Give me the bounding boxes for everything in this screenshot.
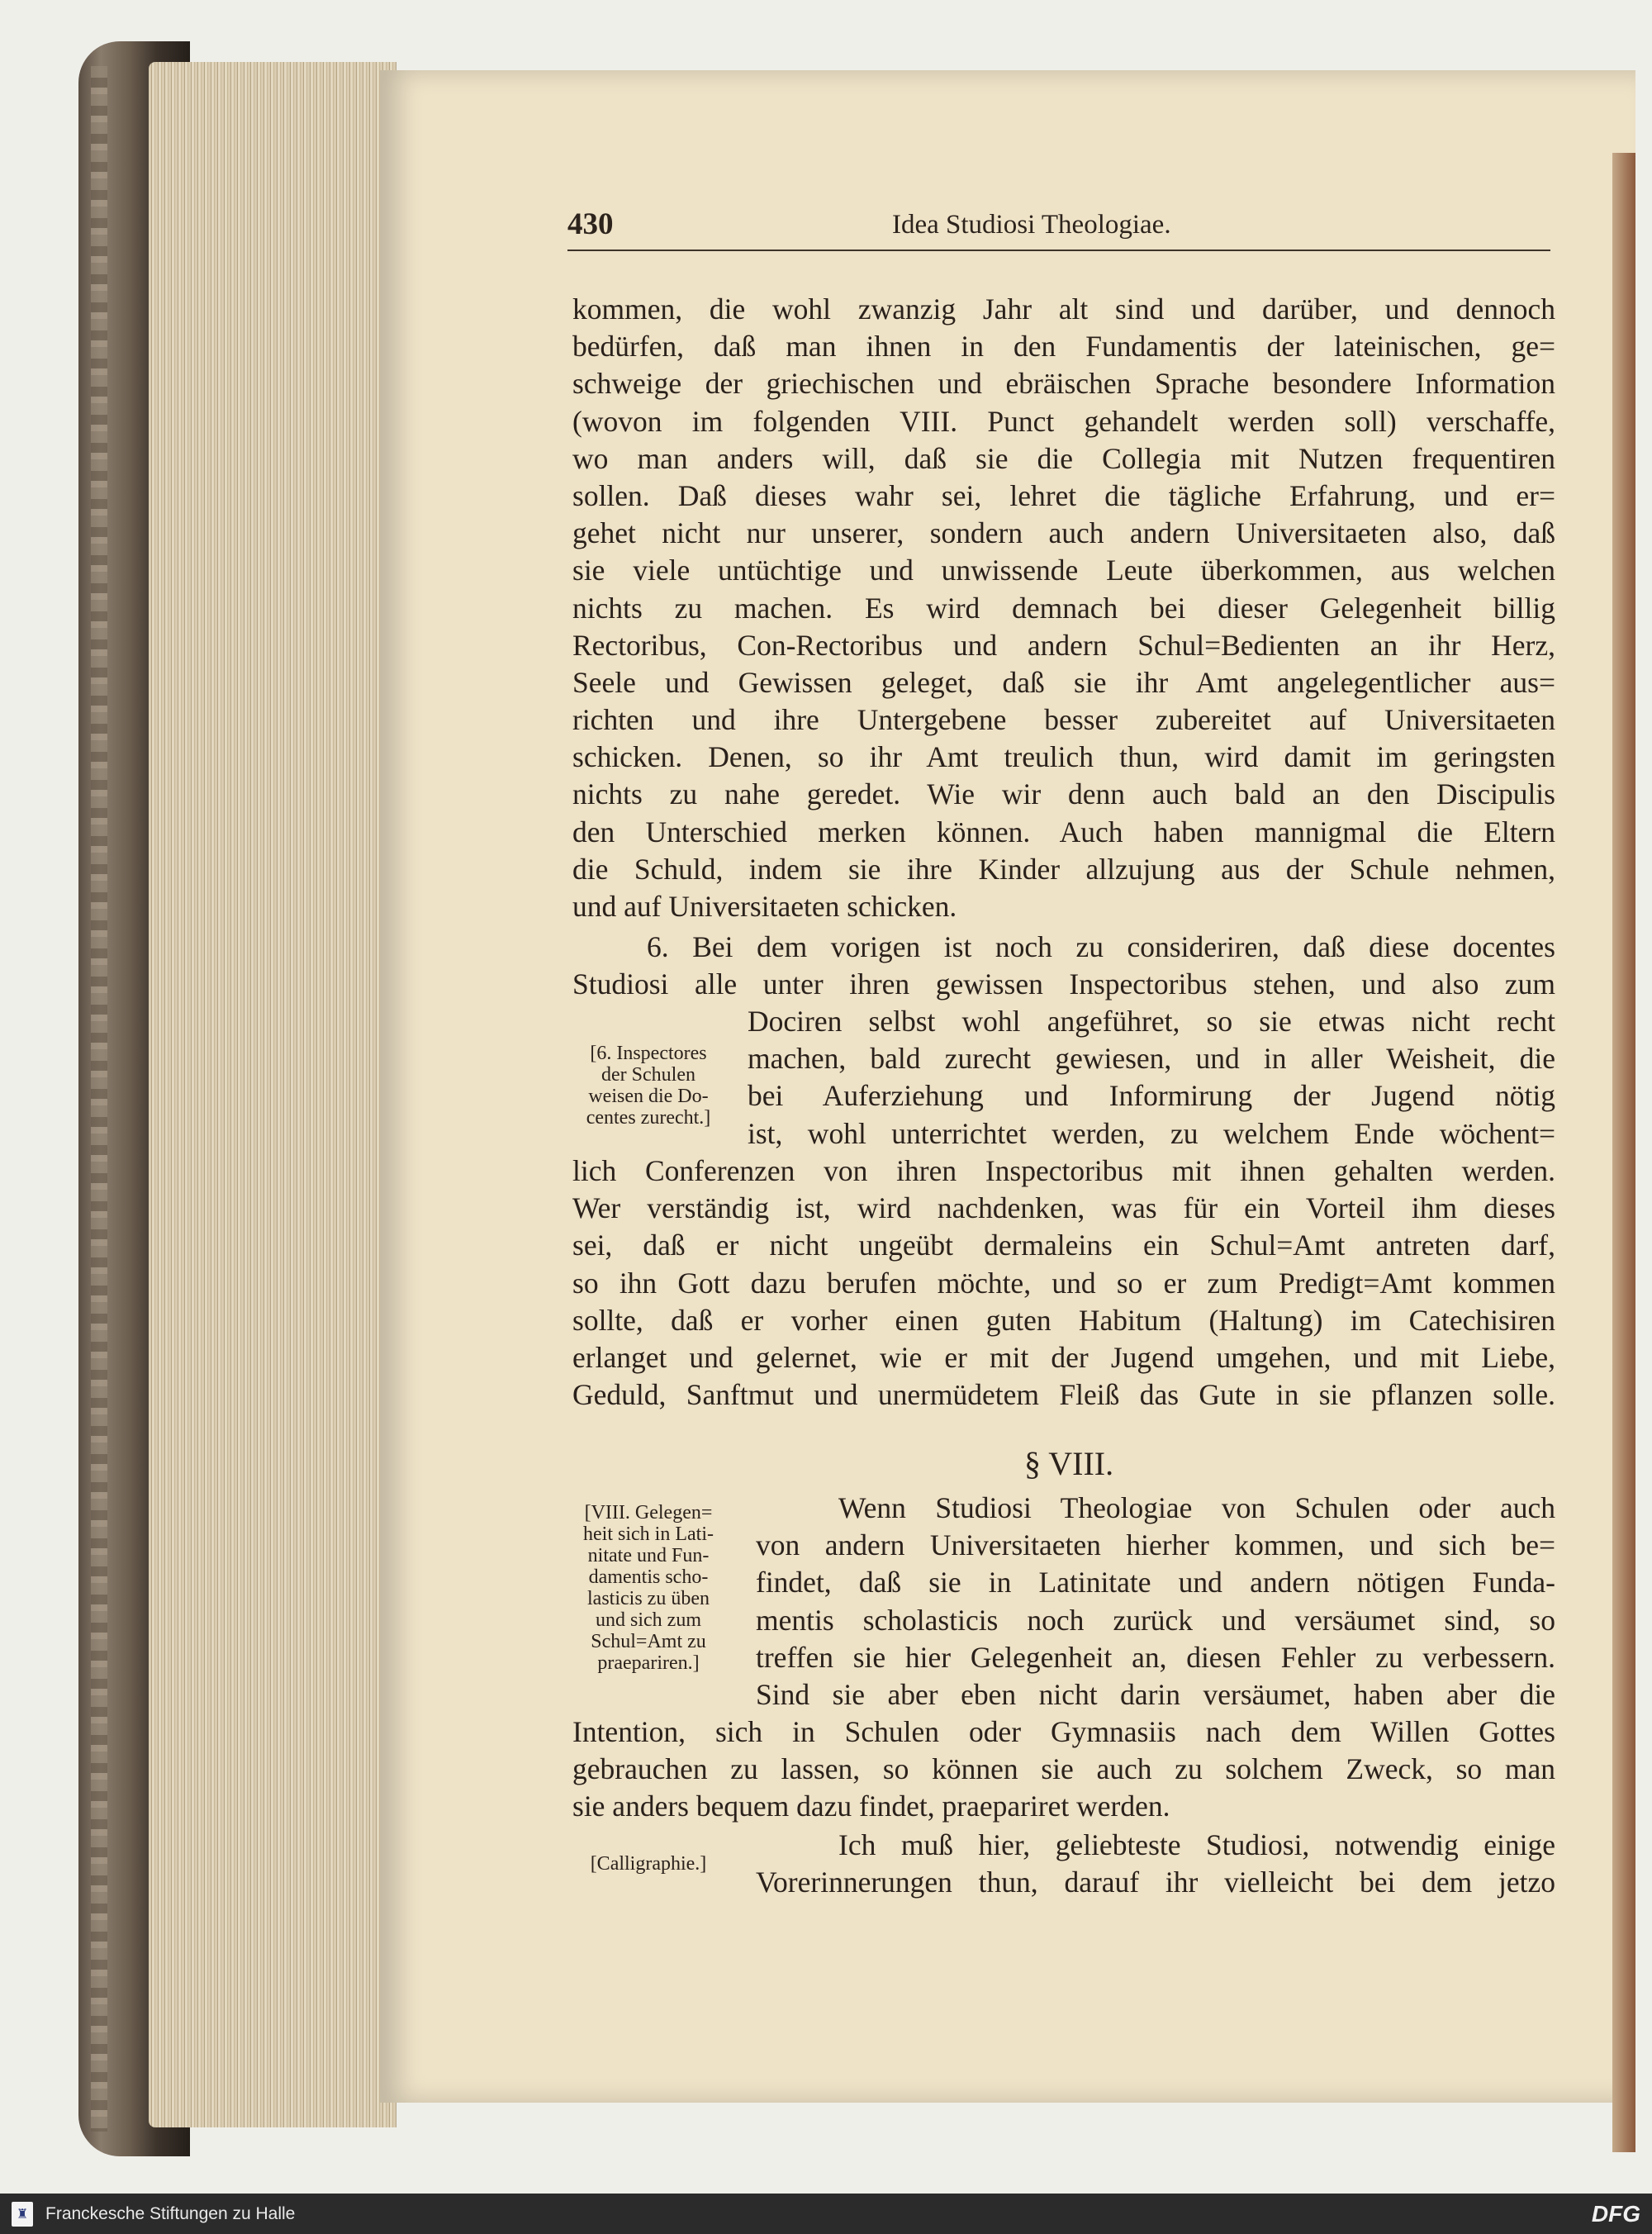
margin-note-calligraphie bbox=[570, 1853, 727, 1875]
header-rule bbox=[567, 250, 1550, 251]
text-line: sei, daß er nicht ungeübt dermaleins ein Schul=Amt antreten darf, bbox=[572, 1229, 1555, 1262]
paragraph-block-4 bbox=[756, 1827, 1555, 1901]
text-line: gehet nicht nur unserer, sondern auch andern Universitaeten also, daß bbox=[572, 516, 1555, 550]
text-line: schicken. Denen, so ihr Amt treulich thun, wird damit im geringsten bbox=[572, 740, 1555, 774]
margin-note-line: der Schulen bbox=[601, 1064, 695, 1086]
institution-logo-icon: ♜ bbox=[12, 2202, 33, 2227]
text-line: Vorerinnerungen thun, darauf ihr vielleicht bei dem jetzo bbox=[756, 1866, 1555, 1899]
text-line: Wer verständig ist, wird nachdenken, was für ein Vorteil ihm dieses bbox=[572, 1191, 1555, 1225]
text-line: 6. Bei dem vorigen ist noch zu consideriren, daß diese docentes bbox=[647, 930, 1555, 963]
running-title: Idea Studiosi Theologiae. bbox=[892, 210, 1171, 240]
margin-note-line: heit sich in Lati- bbox=[583, 1523, 714, 1545]
margin-note-line: centes zurecht.] bbox=[586, 1107, 711, 1129]
text-line: bei Auferziehung und Informirung der Jugend nötig bbox=[748, 1079, 1555, 1113]
text-line: kommen, die wohl zwanzig Jahr alt sind und darüber, und dennoch bbox=[572, 292, 1555, 326]
margin-note-line: und sich zum bbox=[596, 1609, 701, 1631]
text-line: findet, daß sie in Latinitate und andern nötigen Funda- bbox=[756, 1566, 1555, 1599]
paragraph-block-3-rest bbox=[572, 1714, 1555, 1826]
funder-logo: DFG bbox=[1591, 2201, 1640, 2227]
margin-note-line: [Calligraphie.] bbox=[590, 1853, 707, 1875]
text-line: Seele und Gewissen geleget, daß sie ihr Amt angelegentlicher aus= bbox=[572, 665, 1555, 699]
text-line: und auf Universitaeten schicken. bbox=[572, 890, 957, 923]
text-line: nichts zu machen. Es wird demnach bei dieser Gelegenheit billig bbox=[572, 591, 1555, 625]
margin-note-line: lasticis zu üben bbox=[587, 1588, 710, 1609]
text-line: sollte, daß er vorher einen guten Habitum (Haltung) im Catechisiren bbox=[572, 1303, 1555, 1337]
text-line: gebrauchen zu lassen, so können sie auch zu solchem Zweck, so man bbox=[572, 1752, 1555, 1786]
margin-note-gelegenheit bbox=[570, 1502, 727, 1674]
text-line: Sind sie aber eben nicht darin versäumet, haben aber die bbox=[756, 1677, 1555, 1711]
book-cover-marbling bbox=[91, 66, 107, 2132]
section-heading: § VIII. bbox=[1024, 1445, 1114, 1482]
paragraph-block-2 bbox=[572, 929, 1555, 1003]
text-line: Rectoribus, Con-Rectoribus und andern Schul=Bedienten an ihr Herz, bbox=[572, 628, 1555, 662]
paragraph-block-1 bbox=[572, 291, 1555, 925]
text-line: sie viele untüchtige und unwissende Leute überkommen, aus welchen bbox=[572, 554, 1555, 587]
margin-note-inspectores bbox=[570, 1043, 727, 1129]
viewer-footer bbox=[0, 2194, 1652, 2234]
paragraph-block-2-narrow bbox=[748, 1003, 1555, 1153]
margin-note-line: [6. Inspectores bbox=[590, 1043, 707, 1064]
margin-note-line: praepariren.] bbox=[597, 1652, 700, 1674]
text-line: schweige der griechischen und ebräischen Sprache besondere Information bbox=[572, 367, 1555, 401]
text-line: wo man anders will, daß sie die Collegia mit Nutzen frequentiren bbox=[572, 441, 1555, 475]
text-line: Intention, sich in Schulen oder Gymnasiis nach dem Willen Gottes bbox=[572, 1715, 1555, 1748]
text-line: ist, wohl unterrichtet werden, zu welchem Ende wöchent= bbox=[748, 1116, 1555, 1150]
text-line: Dociren selbst wohl angeführet, so sie etwas nicht recht bbox=[748, 1005, 1555, 1038]
text-line: bedürfen, daß man ihnen in den Fundamentis der lateinischen, ge= bbox=[572, 330, 1555, 364]
text-line: erlanget und gelernet, wie er mit der Jugend umgehen, und mit Liebe, bbox=[572, 1340, 1555, 1374]
margin-note-line: weisen die Do- bbox=[588, 1086, 709, 1107]
text-line: die Schuld, indem sie ihre Kinder allzujung aus der Schule nehmen, bbox=[572, 852, 1555, 886]
paragraph-block-2-rest bbox=[572, 1153, 1555, 1414]
text-line: mentis scholasticis noch zurück und versäumet sind, so bbox=[756, 1603, 1555, 1637]
text-line: sie anders bequem dazu findet, praepariret werden. bbox=[572, 1790, 1170, 1823]
text-line: lich Conferenzen von ihren Inspectoribus mit ihnen gehalten werden. bbox=[572, 1154, 1555, 1187]
text-line: Wenn Studiosi Theologiae von Schulen oder auch bbox=[838, 1491, 1555, 1524]
page-number: 430 bbox=[567, 207, 614, 241]
text-line: machen, bald zurecht gewiesen, und in aller Weisheit, die bbox=[748, 1042, 1555, 1076]
margin-note-line: nitate und Fun- bbox=[587, 1545, 710, 1566]
text-line: den Unterschied merken können. Auch haben mannigmal die Eltern bbox=[572, 815, 1555, 848]
text-line: so ihn Gott dazu berufen möchte, und so er zum Predigt=Amt kommen bbox=[572, 1266, 1555, 1300]
margin-note-line: Schul=Amt zu bbox=[591, 1631, 706, 1652]
paragraph-block-3-narrow bbox=[756, 1490, 1555, 1714]
text-line: sollen. Daß dieses wahr sei, lehret die tägliche Erfahrung, und er= bbox=[572, 478, 1555, 512]
margin-note-line: damentis scho- bbox=[588, 1566, 709, 1588]
text-line: richten und ihre Untergebene besser zubereitet auf Universitaeten bbox=[572, 703, 1555, 737]
text-line: von andern Universitaeten hierher kommen, und sich be= bbox=[756, 1528, 1555, 1562]
page-edges bbox=[149, 62, 396, 2127]
text-line: Studiosi alle unter ihren gewissen Inspectoribus stehen, und also zum bbox=[572, 967, 1555, 1001]
text-line: Ich muß hier, geliebteste Studiosi, notwendig einige bbox=[838, 1828, 1555, 1861]
facing-page-edge bbox=[1612, 153, 1635, 2152]
margin-note-line: [VIII. Gelegen= bbox=[584, 1502, 713, 1523]
text-line: (wovon im folgenden VIII. Punct gehandelt werden soll) verschaffe, bbox=[572, 404, 1555, 438]
text-line: treffen sie hier Gelegenheit an, diesen Fehler zu verbessern. bbox=[756, 1640, 1555, 1674]
institution-name: Franckesche Stiftungen zu Halle bbox=[45, 2204, 296, 2223]
text-line: Geduld, Sanftmut und unermüdetem Fleiß das Gute in sie pflanzen solle. bbox=[572, 1378, 1555, 1412]
text-line: nichts zu nahe geredet. Wie wir denn auch bald an den Discipulis bbox=[572, 777, 1555, 811]
